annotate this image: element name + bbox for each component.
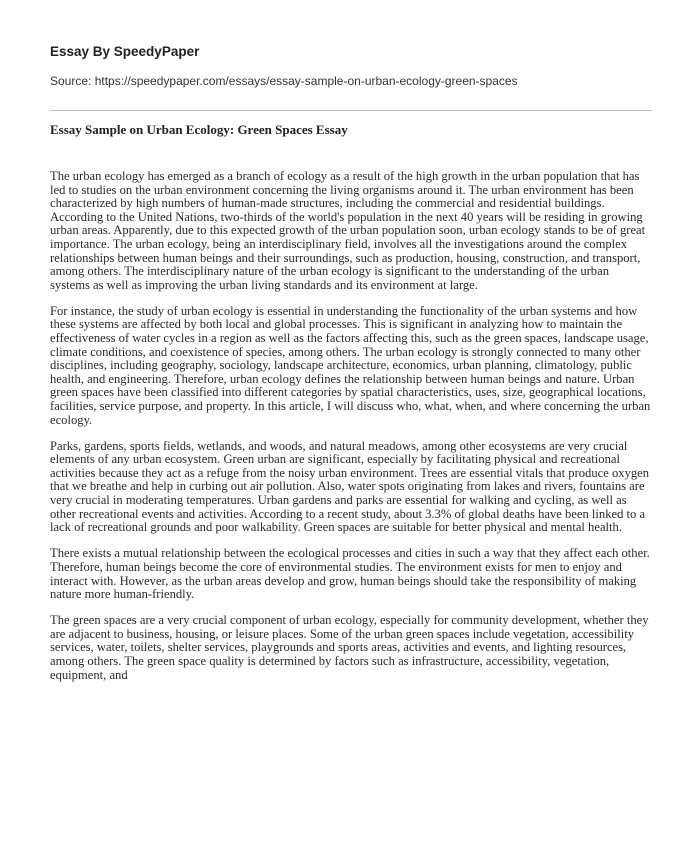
paragraph: The green spaces are a very crucial component of urban ecology, especially for community development, whether they are adjacent to business, housing, or leisure places. Some of the urban green spaces include vegetation, accessibility services, water, toilets, shelter services, playgrounds and sports areas, activities and events, and lighting resources, among others. The green space quality is determined by factors such as infrastructure, accessibility, vegetation, equipment, and [50,613,649,682]
essay-title: Essay Sample on Urban Ecology: Green Spaces Essay [50,122,348,137]
brand-heading: Essay By SpeedyPaper [50,44,200,59]
paragraph: For instance, the study of urban ecology is essential in understanding the functionality of the urban systems and how these systems are affected by both local and global processes. This is significant in analyzing how to maintain the effectiveness of water cycles in a region as well as the factors affecting this, such as the green spaces, landscape usage, climate conditions, and coexistence of species, among others. The urban ecology is strongly connected to many other disciplines, including geography, sociology, landscape architecture, economics, urban planning, climatology, public health, and engineering. Therefore, urban ecology defines the relationship between human beings and nature. Urban green spaces have been classified into different categories by spatial characteristics, uses, size, geographical locations, facilities, service purpose, and property. In this article, I will discuss who, what, when, and where concerning the urban ecology. [50,303,651,427]
header-divider [50,110,652,111]
paragraph: Parks, gardens, sports fields, wetlands, and woods, and natural meadows, among other ecosystems are very crucial elements of any urban ecosystem. Green urban are significant, especially by facilitating physical and recreational activities because they act as a refuge from the noisy urban environment. Trees are essential vitals that produce oxygen that we breathe and help in curbing out air pollution. Also, water spots originating from lakes and rivers, fountains are very crucial in moderating temperatures. Urban gardens and parks are essential for walking and cycling, as well as other recreational events and activities. According to a recent study, about 3.3% of global deaths have been linked to a lack of recreational grounds and poor walkability. Green spaces are suitable for better physical and mental health. [50,438,650,535]
source-line: Source: https://speedypaper.com/essays/essay-sample-on-urban-ecology-green-spaces [50,74,518,88]
paragraph: The urban ecology has emerged as a branch of ecology as a result of the high growth in the urban population that has led to studies on the urban environment concerning the living organisms around it. The urban environment has been characterized by high numbers of human-made structures, including the commercial and residential buildings. According to the United Nations, two-thirds of the world's population in the next 40 years will be residing in growing urban areas. Apparently, due to this expected growth of the urban population soon, urban ecology stands to be of great importance. The urban ecology, being an interdisciplinary field, involves all the investigations around the complex relationships between human beings and their surroundings, such as production, housing, construction, and transport, among others. The interdisciplinary nature of the urban ecology is significant to the understanding of the urban systems as well as improving the urban living standards and its environment at large. [50,169,646,292]
essay-body [50,170,652,695]
paragraph: There exists a mutual relationship between the ecological processes and cities in such a way that they affect each other. Therefore, human beings become the core of environmental studies. The environment exists for men to enjoy and interact with. However, as the urban areas develop and grow, human beings should take the responsibility of making nature more human-friendly. [50,546,650,602]
